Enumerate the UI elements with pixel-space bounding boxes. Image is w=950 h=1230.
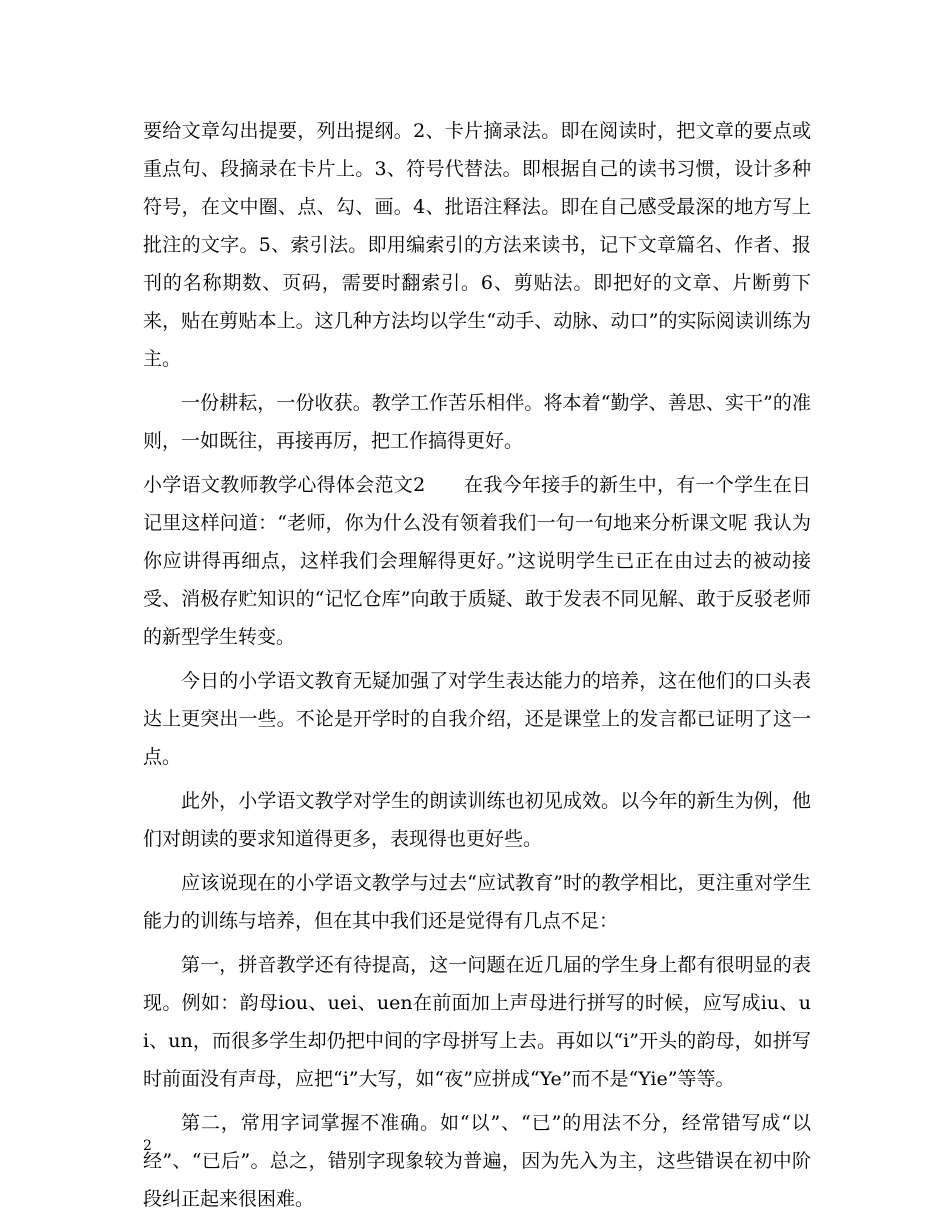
paragraph-shortcomings: 应该说现在的小学语文教学与过去“应试教育”时的教学相比，更注重对学生能力的训练与培养，但在其中我们还是觉得有几点不足： bbox=[143, 872, 811, 932]
paragraph-harvest: 一份耕耘，一份收获。教学工作苦乐相伴。将本着“勤学、善思、实干”的准则，一如既往，再接再厉，把工作搞得更好。 bbox=[143, 392, 811, 452]
paragraph-expression: 今日的小学语文教育无疑加强了对学生表达能力的培养，这在他们的口头表达上更突出一些。不论是开学时的自我介绍，还是课堂上的发言都已证明了这一点。 bbox=[143, 670, 811, 768]
paragraph-characters: 第二，常用字词掌握不准确。如“以”、“已”的用法不分，经常错写成“以经”、“已后”。总之，错别字现象较为普遍，因为先入为主，这些错误在初中阶段纠正起来很困难。 bbox=[143, 1112, 811, 1210]
document-body bbox=[143, 112, 811, 1218]
paragraph-essay-2-intro: 小学语文教师教学心得体会范文2 在我今年接手的新生中，有一个学生在日记里这样问道：“老师，你为什么没有领着我们一句一句地来分析课文呢 我认为你应讲得再细点，这样我们会理解得更好。”这说明学生已正在由过去的被动接受、消极存贮知识的“记忆仓库”向敢于质疑、敢于发表不同见解、敢于反驳老师的新型学生转变。 bbox=[143, 474, 811, 648]
paragraph-reading-methods: 要给文章勾出提要，列出提纲。2、卡片摘录法。即在阅读时，把文章的要点或重点句、段摘录在卡片上。3、符号代替法。即根据自己的读书习惯，设计多种符号，在文中圈、点、勾、画。4、批语注释法。即在自己感受最深的地方写上批注的文字。5、索引法。即用编索引的方法来读书，记下文章篇名、作者、报刊的名称期数、页码，需要时翻索引。6、剪贴法。即把好的文章、片断剪下来，贴在剪贴本上。这几种方法均以学生“动手、动脉、动口”的实际阅读训练为主。 bbox=[143, 120, 811, 370]
paragraph-reading-aloud: 此外，小学语文教学对学生的朗读训练也初见成效。以今年的新生为例，他们对朗读的要求知道得更多，表现得也更好些。 bbox=[143, 790, 811, 850]
paragraph-pinyin: 第一，拼音教学还有待提高，这一问题在近几届的学生身上都有很明显的表现。例如：韵母iou、uei、uen在前面加上声母进行拼写的时候，应写成iu、ui、un，而很多学生却仍把中间的字母拼写上去。再如以“i”开头的韵母，如拼写时前面没有声母，应把“i”大写，如“夜”应拼成“Ye”而不是“Yie”等等。 bbox=[143, 954, 811, 1090]
page-number: 2 bbox=[143, 1138, 152, 1154]
